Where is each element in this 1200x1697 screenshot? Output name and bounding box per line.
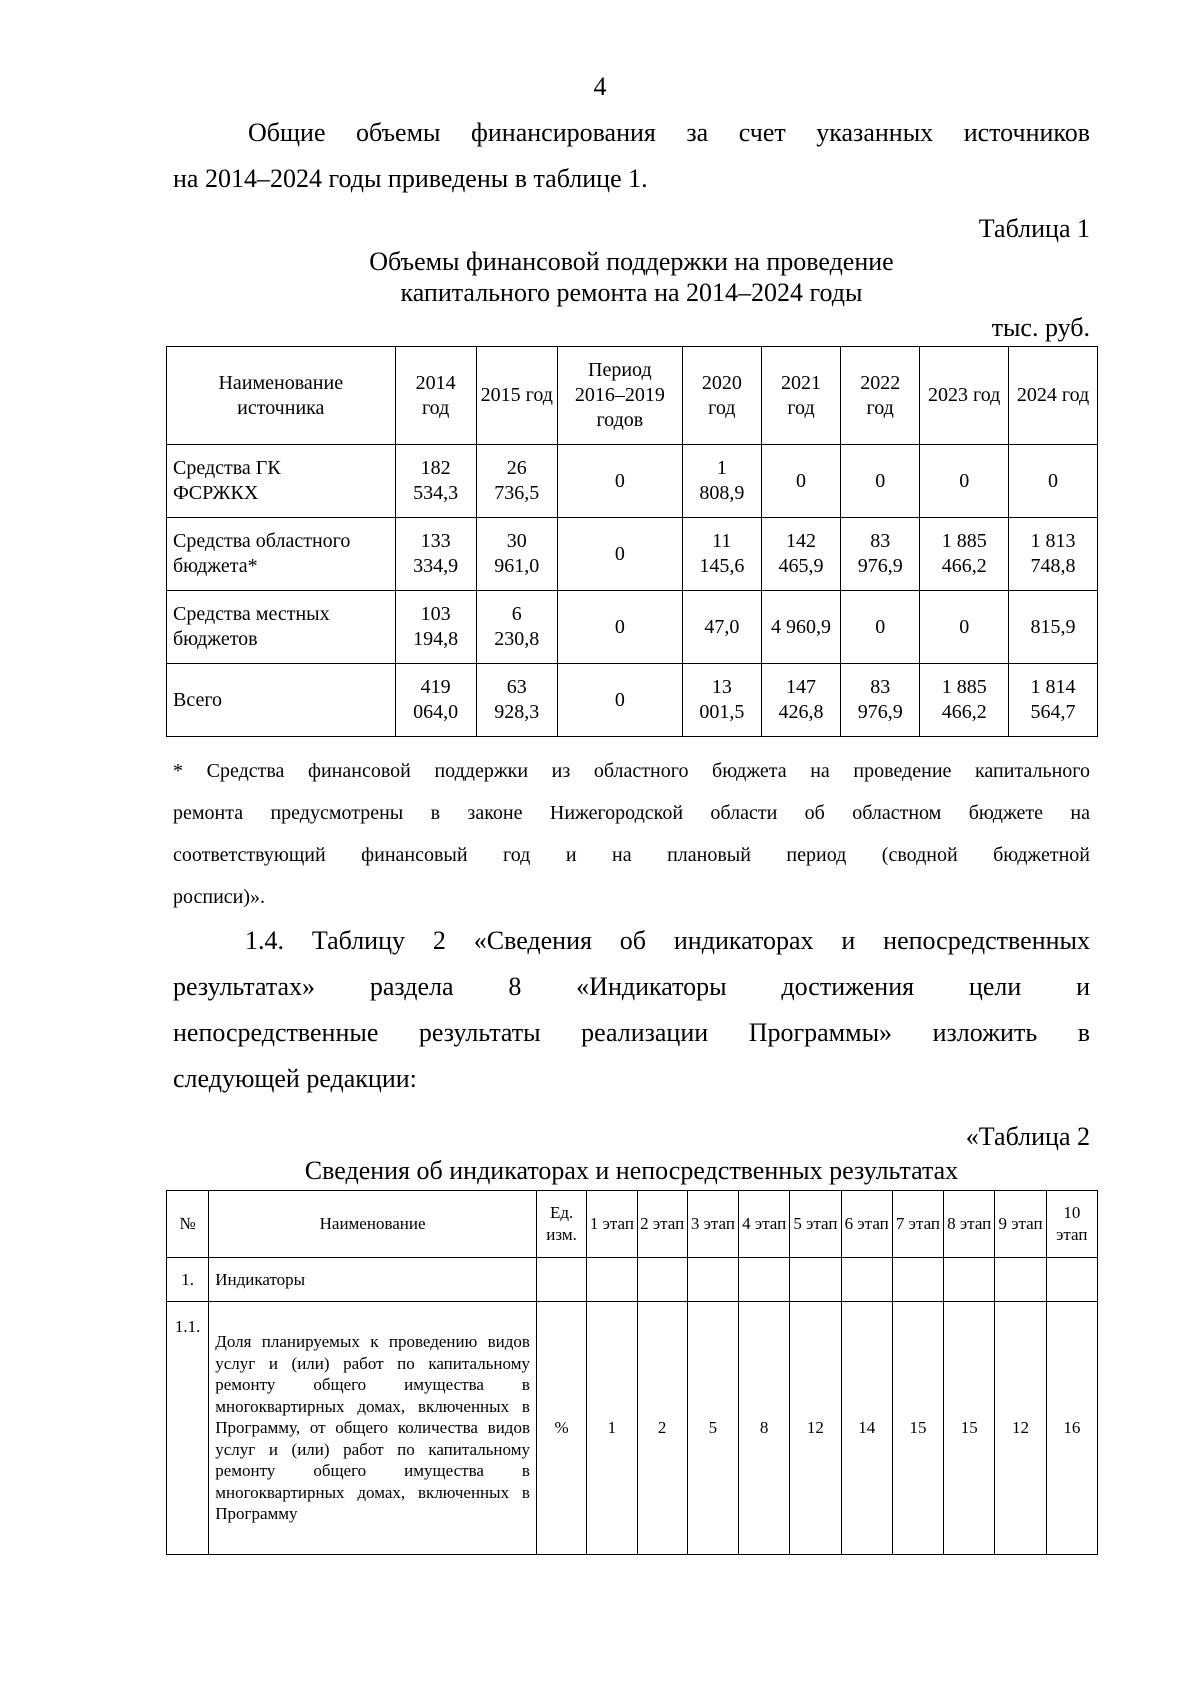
table-cell: 11 145,6 bbox=[682, 518, 761, 591]
table-cell: 4 960,9 bbox=[761, 591, 840, 664]
footnote bbox=[173, 750, 1090, 918]
stage-cell: 16 bbox=[1046, 1302, 1097, 1555]
table-cell: 26 736,5 bbox=[476, 445, 557, 518]
stage-cell: 8 bbox=[739, 1302, 790, 1555]
table-row bbox=[167, 591, 1098, 664]
table1-header-cell: Наименование источника bbox=[167, 347, 396, 445]
table-cell: 83 976,9 bbox=[841, 664, 920, 737]
table-cell: 0 bbox=[761, 445, 840, 518]
stage-cell bbox=[1046, 1258, 1097, 1302]
table-row bbox=[167, 518, 1098, 591]
stage-cell bbox=[687, 1258, 738, 1302]
table-row bbox=[167, 664, 1098, 737]
table2-label: «Таблица 2 bbox=[965, 1122, 1090, 1151]
footnote-line-2: ремонта предусмотрены в законе Нижегородской области об областном бюджете на bbox=[173, 802, 1090, 824]
table-cell: 0 bbox=[920, 445, 1009, 518]
stage-cell: 1 bbox=[587, 1302, 637, 1555]
footnote-line-1: * Средства финансовой поддержки из областного бюджета на проведение капитального bbox=[173, 760, 1090, 782]
table-cell: 0 bbox=[557, 445, 682, 518]
table-cell: 1 814 564,7 bbox=[1009, 664, 1098, 737]
amendment-paragraph bbox=[173, 918, 1090, 1102]
source-name: Средства местных бюджетов bbox=[167, 591, 396, 664]
table-cell: 815,9 bbox=[1009, 591, 1098, 664]
table2-header-stage: 9 этап bbox=[995, 1191, 1046, 1258]
table-cell: 6 230,8 bbox=[476, 591, 557, 664]
stage-cell: 15 bbox=[944, 1302, 995, 1555]
stage-cell bbox=[841, 1258, 892, 1302]
table1-units: тыс. руб. bbox=[991, 313, 1090, 342]
amendment-line-2: результатах» раздела 8 «Индикаторы достижения цели и bbox=[173, 972, 1090, 1001]
indicator-name: Доля планируемых к проведению видов услуг и (или) работ по капитальному ремонту общего имущества в многоквартирных домах, включенных в Программу, от общего количества видов услуг и (или) работ по капитальному ремонту общего имущества в многоквартирных домах, включенных в Программу bbox=[209, 1302, 537, 1555]
intro-line-2: на 2014–2024 годы приведены в таблице 1. bbox=[173, 164, 648, 193]
table2-title: Сведения об индикаторах и непосредственных результатах bbox=[304, 1156, 959, 1185]
table-cell: 1 813 748,8 bbox=[1009, 518, 1098, 591]
table-cell: 83 976,9 bbox=[841, 518, 920, 591]
table2-header-stage: 1 этап bbox=[587, 1191, 637, 1258]
page-number: 4 bbox=[593, 72, 607, 101]
table-cell: 47,0 bbox=[682, 591, 761, 664]
unit-cell: % bbox=[536, 1302, 586, 1555]
table1-header-cell: Период 2016–2019 годов bbox=[557, 347, 682, 445]
row-number: 1.1. bbox=[167, 1302, 209, 1555]
table1-header-cell: 2024 год bbox=[1009, 347, 1098, 445]
row-number: 1. bbox=[167, 1258, 209, 1302]
amendment-line-4: следующей редакции: bbox=[173, 1064, 417, 1093]
table1-header-cell: 2023 год bbox=[920, 347, 1009, 445]
stage-cell bbox=[790, 1258, 841, 1302]
table-cell: 133 334,9 bbox=[395, 518, 476, 591]
table1-title-line-1: Объемы финансовой поддержки на проведение bbox=[369, 247, 894, 276]
table1-title bbox=[173, 246, 1090, 308]
table-cell: 147 426,8 bbox=[761, 664, 840, 737]
table1-header-cell: 2020 год bbox=[682, 347, 761, 445]
table-cell: 0 bbox=[841, 445, 920, 518]
source-name: Всего bbox=[167, 664, 396, 737]
indicators-table bbox=[166, 1190, 1098, 1555]
table2-header-stage: 5 этап bbox=[790, 1191, 841, 1258]
stage-cell bbox=[739, 1258, 790, 1302]
stage-cell bbox=[587, 1258, 637, 1302]
amendment-line-3: непосредственные результаты реализации Программы» изложить в bbox=[173, 1018, 1090, 1047]
table2-header-stage: 2 этап bbox=[637, 1191, 687, 1258]
table-cell: 0 bbox=[841, 591, 920, 664]
stage-cell: 12 bbox=[790, 1302, 841, 1555]
table-row bbox=[167, 1258, 1098, 1302]
table-cell: 63 928,3 bbox=[476, 664, 557, 737]
table-cell: 142 465,9 bbox=[761, 518, 840, 591]
table2-header-name: Наименование bbox=[209, 1191, 537, 1258]
table-cell: 1 808,9 bbox=[682, 445, 761, 518]
table-cell: 0 bbox=[920, 591, 1009, 664]
table2-header-stage: 3 этап bbox=[687, 1191, 738, 1258]
table1-header-cell: 2015 год bbox=[476, 347, 557, 445]
table-cell: 0 bbox=[557, 591, 682, 664]
stage-cell: 14 bbox=[841, 1302, 892, 1555]
table1-header-cell: 2021 год bbox=[761, 347, 840, 445]
table1-title-line-2: капитального ремонта на 2014–2024 годы bbox=[400, 278, 863, 307]
stage-cell: 15 bbox=[892, 1302, 943, 1555]
table-cell: 0 bbox=[1009, 445, 1098, 518]
source-name: Средства ГК ФСРЖКХ bbox=[167, 445, 396, 518]
source-name: Средства областного бюджета* bbox=[167, 518, 396, 591]
table-row bbox=[167, 445, 1098, 518]
table-cell: 0 bbox=[557, 664, 682, 737]
stage-cell: 5 bbox=[687, 1302, 738, 1555]
table-cell: 1 885 466,2 bbox=[920, 518, 1009, 591]
table-row bbox=[167, 1302, 1098, 1555]
stage-cell bbox=[892, 1258, 943, 1302]
stage-cell: 2 bbox=[637, 1302, 687, 1555]
table-cell: 182 534,3 bbox=[395, 445, 476, 518]
table2-header-stage: 10 этап bbox=[1046, 1191, 1097, 1258]
table2-header-no: № bbox=[167, 1191, 209, 1258]
table-cell: 103 194,8 bbox=[395, 591, 476, 664]
table2-header-stage: 4 этап bbox=[739, 1191, 790, 1258]
table2-header-stage: 7 этап bbox=[892, 1191, 943, 1258]
table-cell: 0 bbox=[557, 518, 682, 591]
footnote-line-3: соответствующий финансовый год и на плановый период (сводной бюджетной bbox=[173, 844, 1090, 866]
table1-header-row bbox=[167, 347, 1098, 445]
table1-header-cell: 2014 год bbox=[395, 347, 476, 445]
stage-cell bbox=[995, 1258, 1046, 1302]
table-cell: 419 064,0 bbox=[395, 664, 476, 737]
amendment-line-1: 1.4. Таблицу 2 «Сведения об индикаторах и непосредственных bbox=[245, 926, 1090, 955]
table2-header-stage: 8 этап bbox=[944, 1191, 995, 1258]
indicator-name: Индикаторы bbox=[209, 1258, 537, 1302]
unit-cell bbox=[536, 1258, 586, 1302]
stage-cell bbox=[944, 1258, 995, 1302]
footnote-line-4: росписи)». bbox=[173, 886, 266, 908]
table1-header-cell: 2022 год bbox=[841, 347, 920, 445]
stage-cell bbox=[637, 1258, 687, 1302]
table1-label: Таблица 1 bbox=[978, 214, 1090, 243]
stage-cell: 12 bbox=[995, 1302, 1046, 1555]
table2-header-row bbox=[167, 1191, 1098, 1258]
table-cell: 30 961,0 bbox=[476, 518, 557, 591]
intro-line-1: Общие объемы финансирования за счет указанных источников bbox=[248, 118, 1090, 147]
intro-paragraph bbox=[173, 110, 1090, 202]
table2-header-stage: 6 этап bbox=[841, 1191, 892, 1258]
financing-table bbox=[166, 346, 1098, 737]
table-cell: 13 001,5 bbox=[682, 664, 761, 737]
table2-header-unit: Ед. изм. bbox=[536, 1191, 586, 1258]
table-cell: 1 885 466,2 bbox=[920, 664, 1009, 737]
